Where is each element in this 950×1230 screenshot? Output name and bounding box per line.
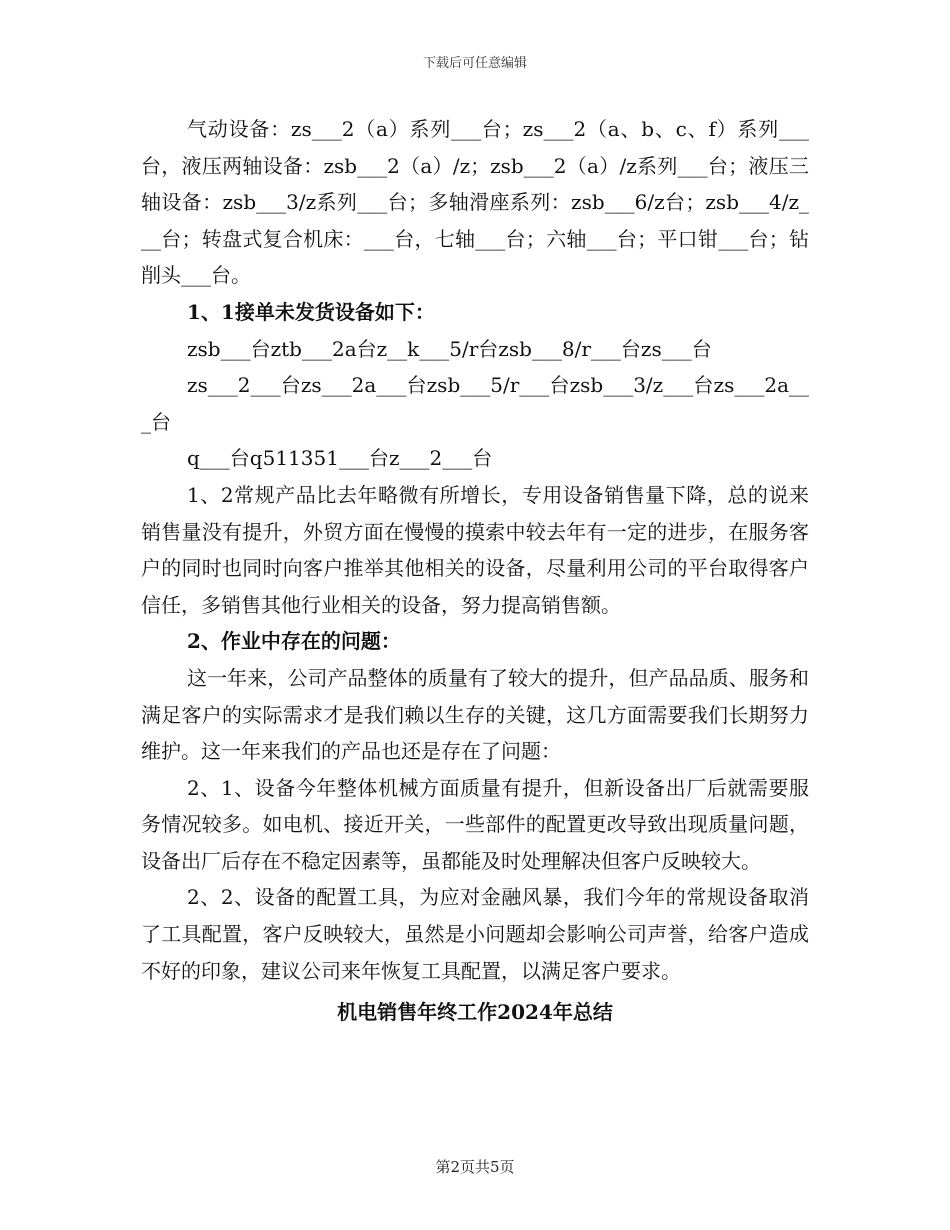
document-title: 机电销售年终工作2024年总结 [337,1000,613,1025]
paragraph-pending-line-1: zsb___台ztb___2a台z__k___5/r台zsb___8/r___台zs___台 [187,336,712,361]
paragraph-pending-line-2: zs___2___台zs___2a___台zsb___5/r___台zsb___3/z___台zs___2a___台 [141,373,809,434]
paragraph-problems-intro: 这一年来，公司产品整体的质量有了较大的提升，但产品品质、服务和满足客户的实际需求才是我们赖以生存的关键，这几方面需要我们长期努力维护。这一年来我们的产品也还是存在了问题： [141,665,809,764]
paragraph-problem-2-1: 2、1、设备今年整体机械方面质量有提升，但新设备出厂后就需要服务情况较多。如电机、接近开关，一些部件的配置更改导致出现质量问题，设备出厂后存在不稳定因素等，虽都能及时处理解决但客户反映较大。 [141,775,809,873]
section-heading-pending-orders: 1、1接单未发货设备如下： [187,299,435,324]
paragraph-problem-2-2: 2、2、设备的配置工具，为应对金融风暴，我们今年的常规设备取消了工具配置，客户反映较大，虽然是小问题却会影响公司声誉，给客户造成不好的印象，建议公司来年恢复工具配置，以满足客户要求。 [141,885,809,983]
paragraph-pending-line-3: q___台q511351___台z___2___台 [187,446,493,471]
page-number: 第2页共5页 [435,1158,515,1176]
paragraph-equipment-list: 气动设备：zs___2（a）系列___台；zs___2（a、b、c、f）系列___台，液压两轴设备：zsb___2（a）/z；zsb___2（a）/z系列___台；液压三轴设备：zsb___3/z系列___台；多轴滑座系列：zsb___6/z台；zsb___4/z___台；转盘式复合机床：___台，七轴___台；六轴___台；平口钳___台；钻削头___台。 [141,117,809,288]
document-body [141,111,809,1031]
paragraph-sales-summary: 1、2常规产品比去年略微有所增长，专用设备销售量下降，总的说来销售量没有提升，外贸方面在慢慢的摸索中较去年有一定的进步，在服务客户的同时也同时向客户推举其他相关的设备，尽量利用公司的平台取得客户信任，多销售其他行业相关的设备，努力提高销售额。 [141,482,809,617]
page-header: 下载后可任意编辑 [422,56,527,71]
section-heading-problems: 2、作业中存在的问题： [187,629,401,654]
